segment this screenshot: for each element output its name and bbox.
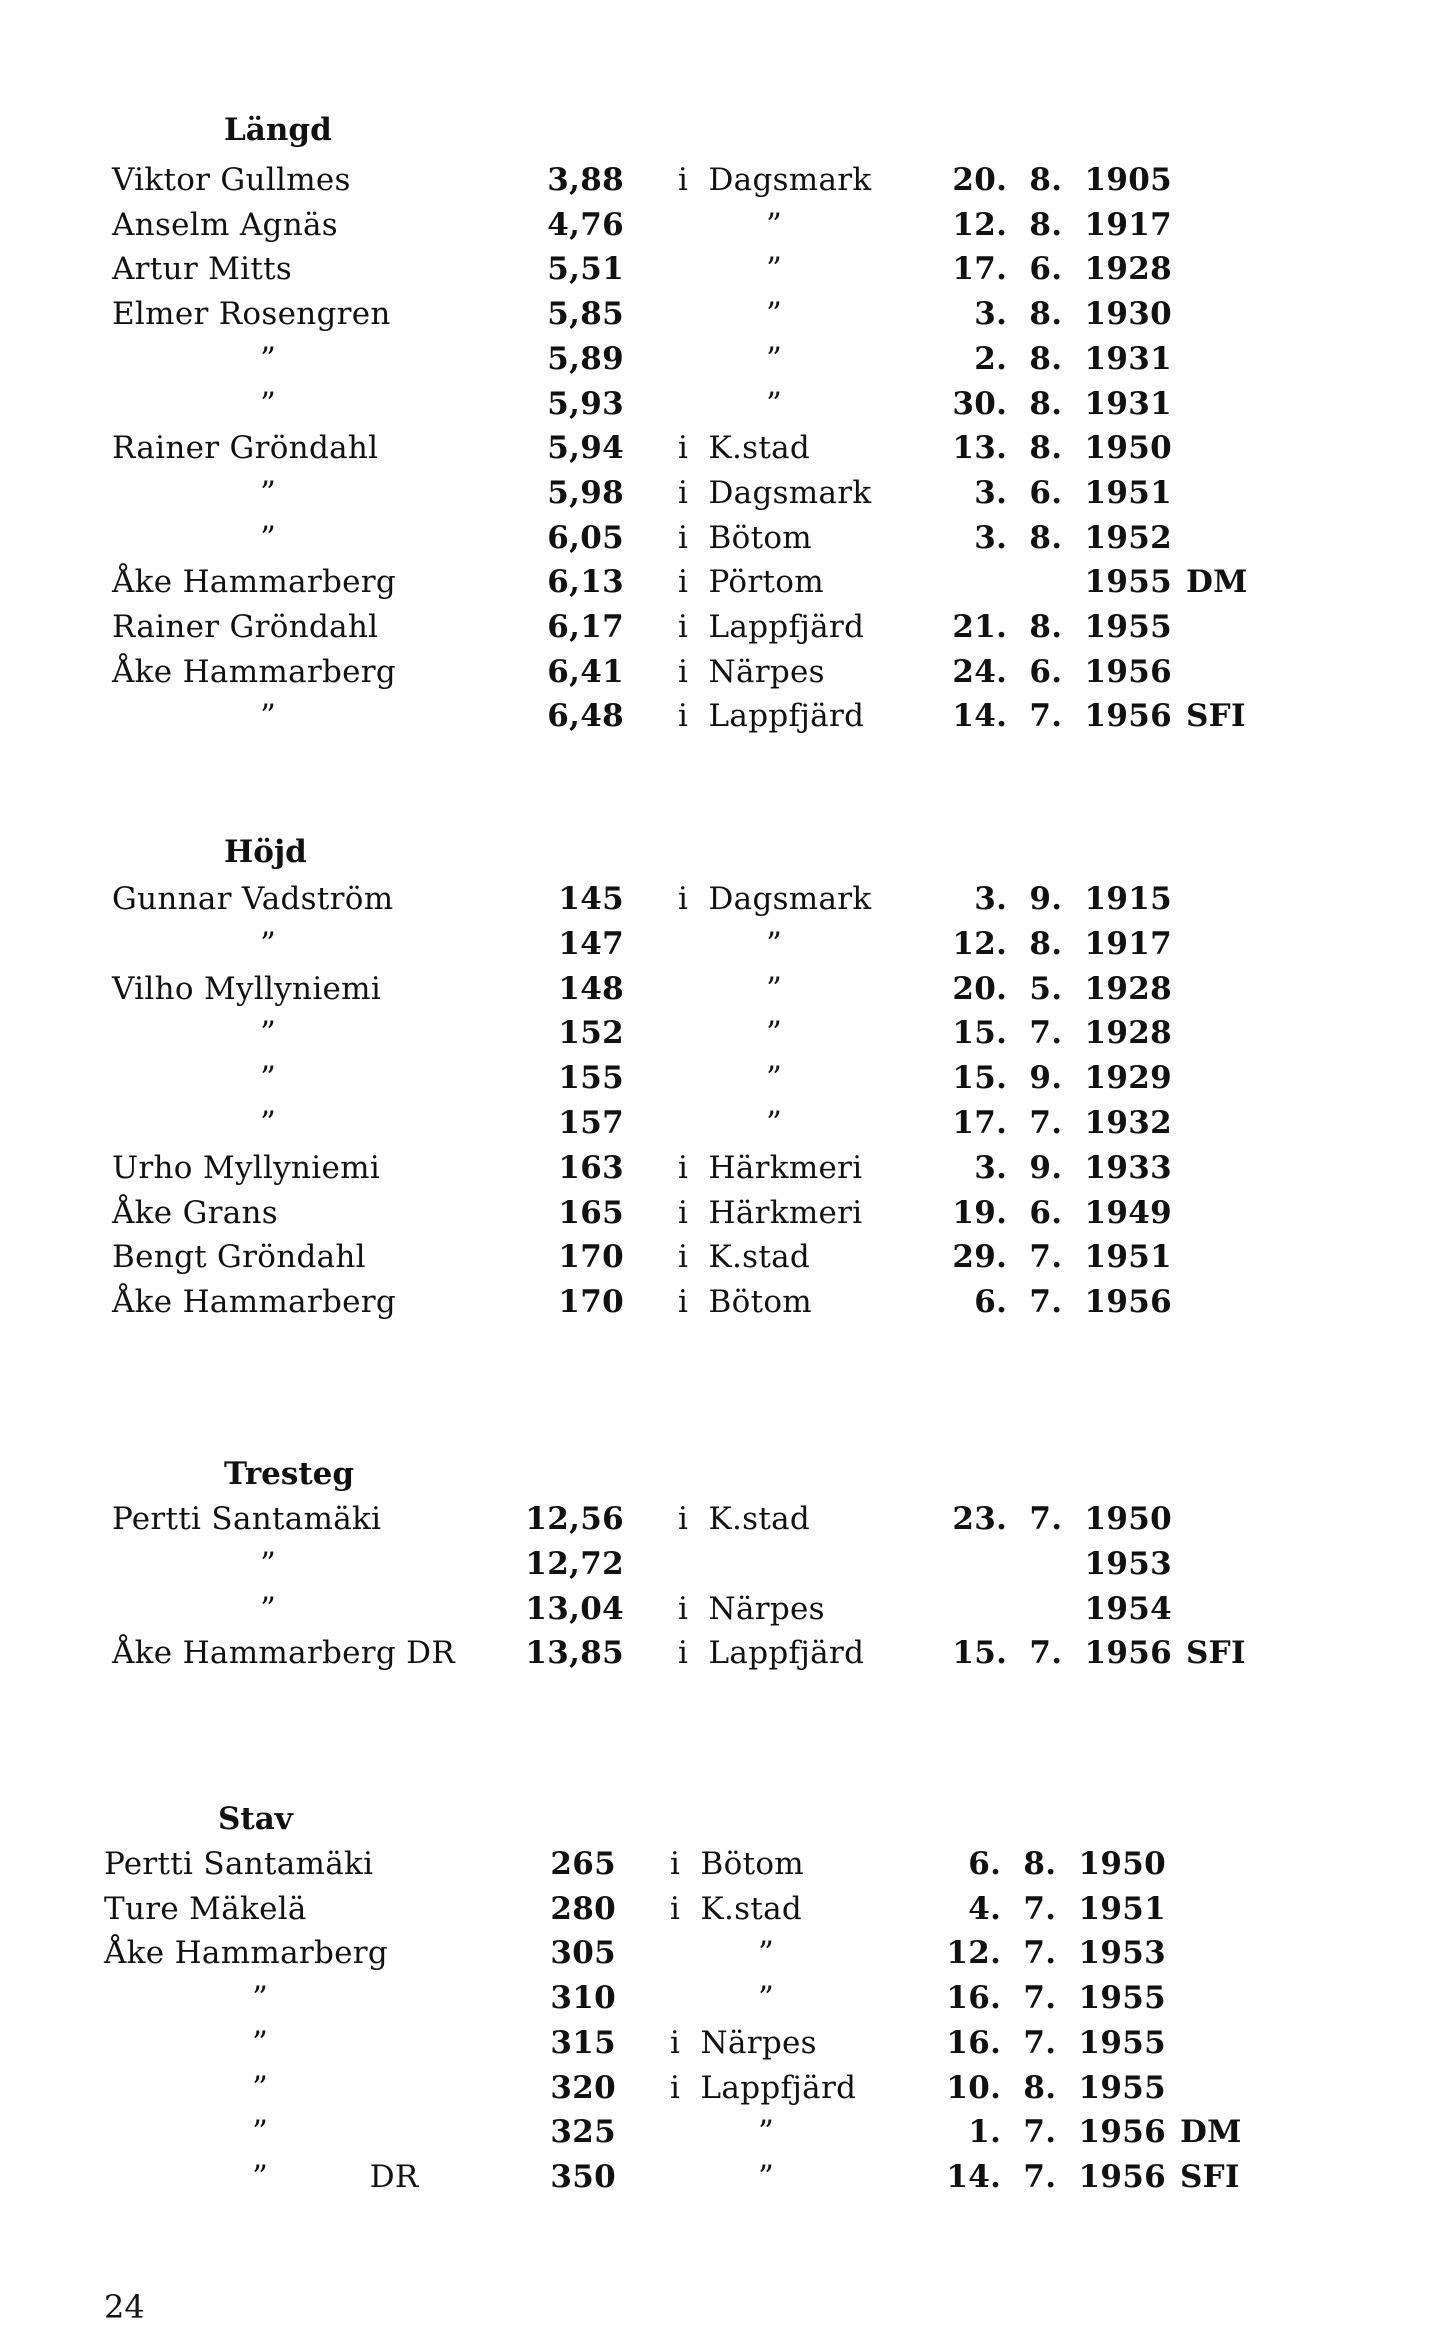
result-value: 6,05 [547, 519, 624, 556]
result-value: 6,17 [547, 609, 624, 645]
record-row [0, 1842, 1442, 1887]
result-value: 147 [558, 925, 624, 962]
record-row [0, 1931, 1442, 1976]
result-value: 12,56 [525, 1501, 624, 1537]
page-number: 24 [104, 2288, 145, 2326]
venue: i K.stad [678, 430, 811, 467]
venue: ” [766, 385, 783, 422]
athlete-name: Åke Hammarberg [104, 1935, 389, 1972]
record-date: 1955 [1084, 564, 1172, 601]
record-date: 3. 9. 1915 [974, 881, 1172, 917]
record-date: 30. 8. 1931 [952, 385, 1172, 422]
record-row [0, 1631, 1442, 1676]
venue: i Närpes [670, 2024, 817, 2061]
record-row [0, 877, 1442, 922]
venue: i Lappfjärd [678, 698, 865, 735]
record-date: 20. 5. 1928 [952, 970, 1172, 1007]
venue: ” [766, 970, 783, 1007]
result-value: 315 [550, 2024, 616, 2061]
record-row [0, 967, 1442, 1012]
venue: i K.stad [678, 1239, 811, 1276]
result-value: 280 [550, 1890, 616, 1927]
venue: i Bötom [678, 1284, 812, 1321]
result-value: 165 [558, 1194, 624, 1231]
record-row [0, 605, 1442, 650]
venue: ” [758, 1935, 775, 1972]
athlete-name: ” [260, 1105, 277, 1141]
record-date: 1954 [1084, 1590, 1172, 1627]
record-row [0, 1280, 1442, 1325]
venue: i Härkmeri [678, 1194, 863, 1231]
record-date: 2. 8. 1931 [974, 340, 1172, 377]
venue: ” [758, 2158, 775, 2195]
athlete-name: ” [260, 1060, 277, 1097]
record-date: 19. 6. 1949 [952, 1194, 1172, 1231]
result-value: 5,94 [547, 430, 624, 467]
result-value: 13,85 [525, 1635, 624, 1672]
record-row [0, 292, 1442, 337]
venue: i Lappfjärd [678, 1635, 865, 1672]
athlete-name: Åke Grans [112, 1194, 279, 1231]
athlete-name: Pertti Santamäki [104, 1846, 374, 1882]
athlete-name: Åke Hammarberg DR [112, 1635, 455, 1672]
result-value: 6,41 [547, 653, 624, 690]
athlete-name: Bengt Gröndahl [112, 1239, 366, 1276]
record-date: 29. 7. 1951 [952, 1239, 1172, 1276]
venue: i Närpes [678, 1590, 825, 1627]
result-value: 320 [550, 2069, 616, 2106]
venue: ” [766, 296, 783, 333]
record-date: 24. 6. 1956 [952, 653, 1172, 690]
venue: ” [758, 1980, 775, 2017]
athlete-name: ” [260, 1015, 277, 1052]
venue: i Bötom [678, 519, 812, 556]
record-row [0, 2110, 1442, 2155]
record-date: 3. 8. 1952 [974, 519, 1172, 556]
record-date: 3. 8. 1930 [974, 296, 1172, 333]
result-value: 163 [558, 1149, 624, 1186]
venue: ” [766, 206, 783, 243]
result-value: 350 [550, 2158, 616, 2195]
record-date: 16. 7. 1955 [946, 2024, 1166, 2061]
athlete-name: Åke Hammarberg [112, 1284, 397, 1321]
record-row [0, 1191, 1442, 1236]
venue: i Lappfjärd [678, 609, 865, 645]
result-value: 6,13 [547, 564, 624, 601]
athlete-name: Rainer Gröndahl [112, 430, 379, 467]
record-date: 6. 8. 1950 [968, 1846, 1166, 1882]
result-value: 13,04 [525, 1590, 624, 1627]
athlete-name: Viktor Gullmes [112, 162, 351, 198]
record-row [0, 1887, 1442, 1932]
record-row [0, 1542, 1442, 1587]
record-row [0, 2155, 1442, 2200]
athlete-name: Elmer Rosengren [112, 296, 391, 333]
record-note: SFI [1180, 2158, 1240, 2195]
result-value: 310 [550, 1980, 616, 2017]
venue: ” [766, 1015, 783, 1052]
record-row [0, 922, 1442, 967]
record-date: 1. 7. 1956 [968, 2114, 1166, 2151]
result-value: 5,93 [547, 385, 624, 422]
record-date: 3. 9. 1933 [974, 1149, 1172, 1186]
athlete-name: ” [260, 340, 277, 377]
venue: i K.stad [670, 1890, 803, 1927]
record-row [0, 426, 1442, 471]
athlete-name: Åke Hammarberg [112, 653, 397, 690]
athlete-name: ” [252, 2114, 269, 2151]
record-date: 3. 6. 1951 [974, 474, 1172, 511]
venue: ” [766, 340, 783, 377]
venue: i Dagsmark [678, 474, 872, 511]
record-note: DM [1180, 2114, 1242, 2151]
athlete-name: Rainer Gröndahl [112, 609, 379, 645]
athlete-name: Ture Mäkelä [104, 1890, 307, 1927]
record-row [0, 247, 1442, 292]
record-date: 13. 8. 1950 [952, 430, 1172, 467]
venue: i Dagsmark [678, 162, 872, 198]
result-value: 6,48 [547, 698, 624, 735]
venue: i Härkmeri [678, 1149, 863, 1186]
record-date: 15. 7. 1928 [952, 1015, 1172, 1052]
record-date: 10. 8. 1955 [946, 2069, 1166, 2106]
record-row [0, 203, 1442, 248]
record-row [0, 2021, 1442, 2066]
record-date: 17. 7. 1932 [952, 1105, 1172, 1141]
venue: ” [766, 1105, 783, 1141]
section-heading: Höjd [224, 834, 307, 870]
result-value: 3,88 [547, 162, 624, 198]
result-value: 305 [550, 1935, 616, 1972]
venue: i Dagsmark [678, 881, 872, 917]
record-row [0, 650, 1442, 695]
athlete-name: ” [260, 474, 277, 511]
athlete-name: ” [252, 2069, 269, 2106]
record-date: 14. 7. 1956 [946, 2158, 1166, 2195]
record-date: 16. 7. 1955 [946, 1980, 1166, 2017]
record-row [0, 694, 1442, 739]
venue: ” [758, 2114, 775, 2151]
record-date: 6. 7. 1956 [974, 1284, 1172, 1321]
record-row [0, 1056, 1442, 1101]
record-date: 20. 8. 1905 [952, 162, 1172, 198]
record-date: 1953 [1084, 1545, 1172, 1582]
section-heading: Tresteg [224, 1456, 355, 1492]
record-note: SFI [1186, 698, 1246, 735]
record-row [0, 516, 1442, 561]
result-value: 5,98 [547, 474, 624, 511]
result-value: 152 [558, 1015, 624, 1052]
result-value: 265 [550, 1846, 616, 1882]
record-row [0, 560, 1442, 605]
result-value: 157 [558, 1105, 624, 1141]
venue: ” [766, 251, 783, 288]
venue: i Pörtom [678, 564, 824, 601]
athlete-name: ” [260, 698, 277, 735]
athlete-name: ” [260, 1545, 277, 1582]
result-value: 5,85 [547, 296, 624, 333]
record-row [0, 337, 1442, 382]
section-heading: Stav [218, 1801, 293, 1837]
record-date: 14. 7. 1956 [952, 698, 1172, 735]
result-value: 5,89 [547, 340, 624, 377]
athlete-name: Gunnar Vadström [112, 881, 394, 917]
record-note: DM [1186, 564, 1248, 601]
record-date: 17. 6. 1928 [952, 251, 1172, 288]
athlete-name: Åke Hammarberg [112, 564, 397, 601]
record-row [0, 1011, 1442, 1056]
record-date: 15. 7. 1956 [952, 1635, 1172, 1672]
athlete-name: ” [252, 1980, 269, 2017]
venue: i Bötom [670, 1846, 804, 1882]
venue: i Lappfjärd [670, 2069, 857, 2106]
record-date: 12. 7. 1953 [946, 1935, 1166, 1972]
result-value: 148 [558, 970, 624, 1007]
athlete-name: ” [260, 385, 277, 422]
record-row [0, 1235, 1442, 1280]
result-value: 12,72 [525, 1545, 624, 1582]
record-date: 12. 8. 1917 [952, 206, 1172, 243]
record-row [0, 382, 1442, 427]
record-row [0, 1101, 1442, 1146]
record-row [0, 1976, 1442, 2021]
record-row [0, 1497, 1442, 1542]
section-heading: Längd [224, 112, 332, 148]
record-row [0, 158, 1442, 203]
record-row [0, 1146, 1442, 1191]
record-row [0, 471, 1442, 516]
record-date: 21. 8. 1955 [952, 609, 1172, 645]
athlete-name: Urho Myllyniemi [112, 1149, 381, 1186]
record-date: 12. 8. 1917 [952, 925, 1172, 962]
athlete-name: Artur Mitts [112, 251, 293, 288]
record-row [0, 1587, 1442, 1632]
athlete-name: Anselm Agnäs [112, 206, 338, 243]
result-value: 145 [558, 881, 624, 917]
venue: i K.stad [678, 1501, 811, 1537]
result-value: 155 [558, 1060, 624, 1097]
athlete-name: Pertti Santamäki [112, 1501, 382, 1537]
record-date: 15. 9. 1929 [952, 1060, 1172, 1097]
venue: ” [766, 1060, 783, 1097]
athlete-name: ” [260, 519, 277, 556]
result-value: 170 [558, 1284, 624, 1321]
record-date: 4. 7. 1951 [968, 1890, 1166, 1927]
venue: i Närpes [678, 653, 825, 690]
athlete-name: ” DR [252, 2158, 419, 2195]
record-note: SFI [1186, 1635, 1246, 1672]
athlete-name: Vilho Myllyniemi [112, 970, 382, 1007]
athlete-name: ” [260, 1590, 277, 1627]
result-value: 325 [550, 2114, 616, 2151]
result-value: 170 [558, 1239, 624, 1276]
athlete-name: ” [252, 2024, 269, 2061]
result-value: 5,51 [547, 251, 624, 288]
record-row [0, 2066, 1442, 2111]
record-date: 23. 7. 1950 [952, 1501, 1172, 1537]
venue: ” [766, 925, 783, 962]
athlete-name: ” [260, 925, 277, 962]
result-value: 4,76 [547, 206, 624, 243]
